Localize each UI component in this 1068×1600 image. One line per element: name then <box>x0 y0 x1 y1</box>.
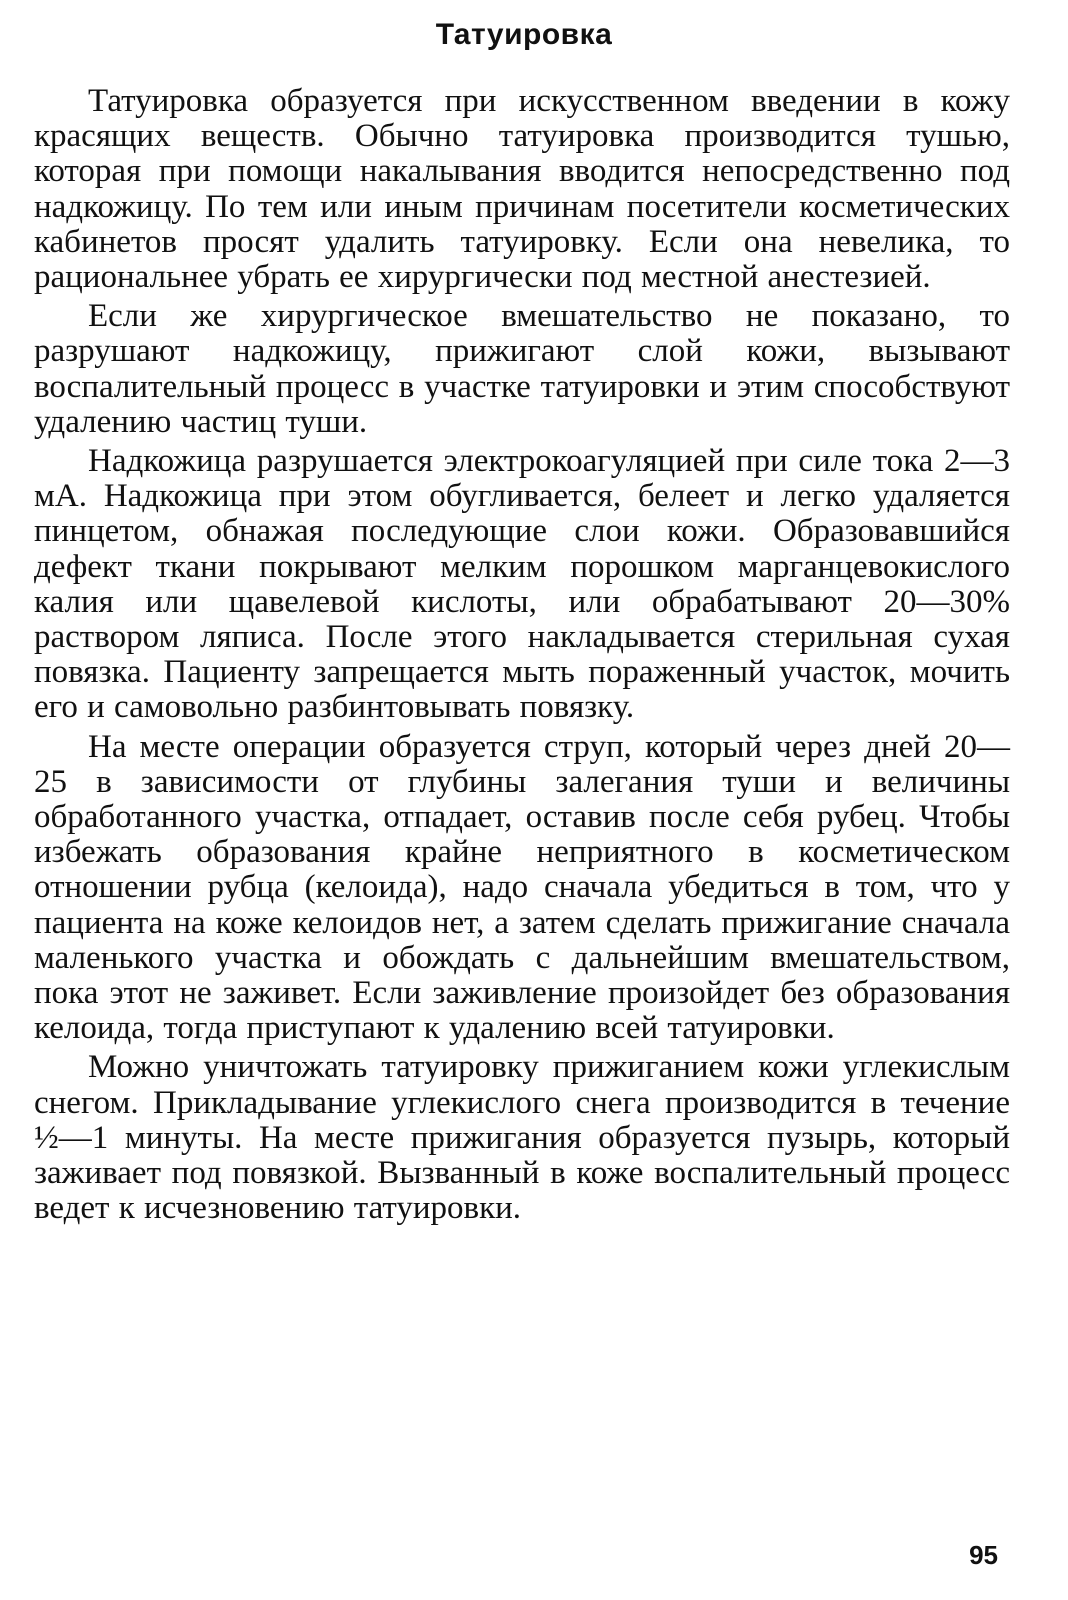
section-title: Татуировка <box>435 18 613 51</box>
paragraph-2: Если же хирургическое вмешательство не показано, то разрушают надкожицу, прижигают слой кожи, вызывают воспалительный процесс в участке татуировки и этим способствуют удалению частиц туши. <box>34 298 1010 440</box>
page-number: 95 <box>969 1540 998 1570</box>
paragraph-5: Можно уничтожать татуировку прижиганием кожи углекислым снегом. Прикладывание углекислого снега производится в течение ½—1 минуты. На месте прижигания образуется пузырь, который заживает под повязкой. Вызванный в коже воспалительный процесс ведет к исчезновению татуировки. <box>34 1049 1010 1227</box>
paragraph-4: На месте операции образуется струп, который через дней 20—25 в зависимости от глубины залегания туши и величины обработанного участка, отпадает, оставив после себя рубец. Чтобы избежать образования крайне неприятного в косметическом отношении рубца (келоида), надо сначала убедиться в том, что у пациента на коже келоидов нет, а затем сделать прижигание сначала маленького участка и обождать с дальнейшим вмешательством, пока этот не заживет. Если заживление произойдет без образования келоида, тогда приступают к удалению всей татуировки. <box>34 728 1010 1047</box>
paragraph-3: Надкожица разрушается электрокоагуляцией при силе тока 2—3 мА. Надкожица при этом обугливается, белеет и легко удаляется пинцетом, обнажая последующие слои кожи. Образовавшийся дефект ткани покрывают мелким порошком марганцевокислого калия или щавелевой кислоты, или обрабатывают 20—30% раствором ляписа. После этого накладывается стерильная сухая повязка. Пациенту запрещается мыть пораженный участок, мочить его и самовольно разбинтовывать повязку. <box>34 443 1010 726</box>
paragraph-1: Татуировка образуется при искусственном введении в кожу красящих веществ. Обычно татуировка производится тушью, которая при помощи накалывания вводится непосредственно под надкожицу. По тем или иным причинам посетители косметических кабинетов просят удалить татуировку. Если она невелика, то рациональнее убрать ее хирургически под местной анестезией. <box>34 83 1010 296</box>
body-text <box>34 84 1010 1231</box>
